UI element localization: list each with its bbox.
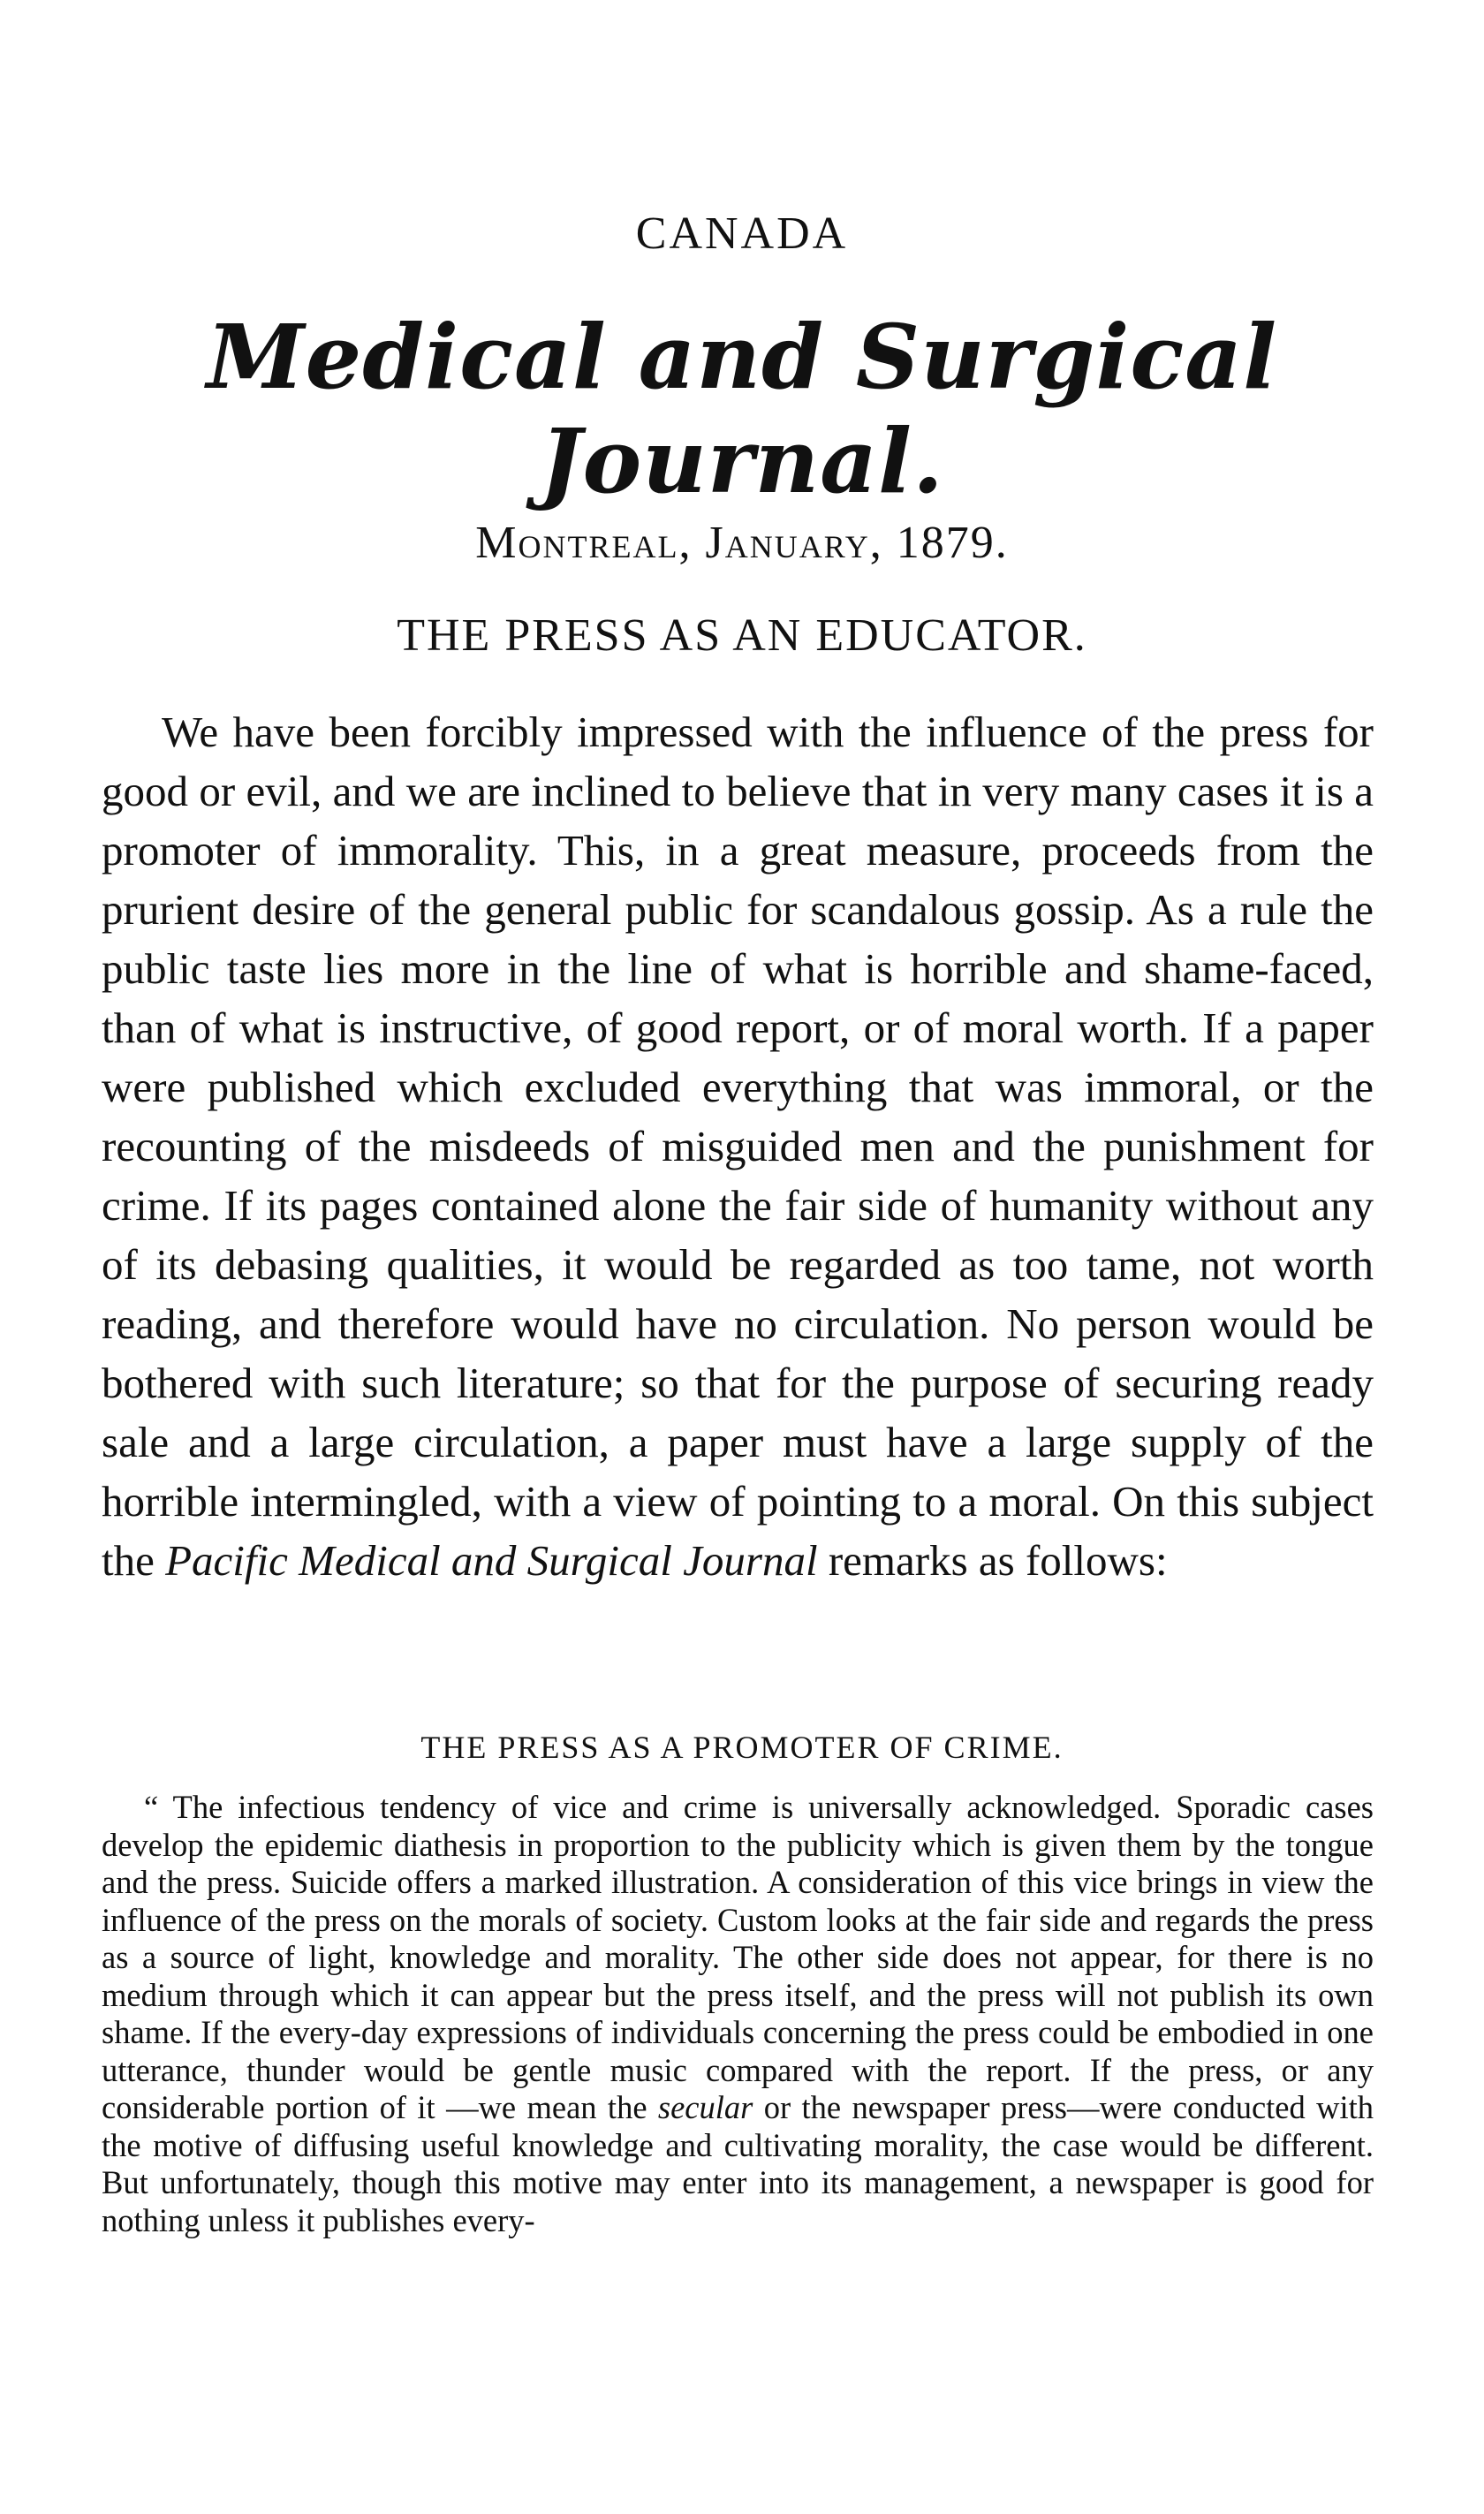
journal-masthead: Medical and Surgical Journal.	[206, 305, 1278, 513]
quotation-paragraph	[102, 1789, 1374, 2239]
article-text-end: remarks as follows:	[828, 1536, 1168, 1585]
article-paragraph	[102, 702, 1374, 1590]
quotation-body	[102, 1789, 1374, 2239]
quotation-emphasis: secular	[657, 2089, 753, 2125]
quotation-title: THE PRESS AS A PROMOTER OF CRIME.	[420, 1730, 1064, 1765]
article-text: We have been forcibly impressed with the influence of the press for good or evil, and we are inclined to believe that in very many cases it is a promoter of immorality. This, in a great measure, proceeds from the prurient desire of the general public for scandalous gossip. As a rule the public taste lies more in the line of what is horrible and shame-faced, than of what is instructive, of good report, or of moral worth. If a paper were published which excluded everything that was immoral, or the recounting of the misdeeds of misguided men and the punishment for crime. If its pages contained alone the fair side of humanity without any of its debasing qualities, it would be regarded as too tame, not worth reading, and therefore would have no circulation. No person would be bothered with such literature; so that for the purpose of securing ready sale and a large circulation, a paper must have a large supply of the horrible intermingled, with a view of pointing to a moral. On this subject the	[102, 708, 1374, 1585]
publication-place: CANADA	[635, 208, 849, 259]
article-body	[102, 702, 1374, 1590]
quotation-text-end: or the newspaper press—were conducted with the motive of diffusing useful knowledge and cultivating morality, the case would be different. But unfortunately, though this motive may enter into its management, a newspaper is good for nothing unless it publishes every-	[102, 2089, 1374, 2238]
article-title: THE PRESS AS AN EDUCATOR.	[397, 610, 1087, 661]
journal-reference: Pacific Medical and Surgical Journal	[165, 1536, 818, 1585]
dateline: Montreal, January, 1879.	[475, 518, 1009, 568]
quotation-text: “ The infectious tendency of vice and crime is universally acknowledged. Sporadic cases develop the epidemic diathesis in proportion to the publicity which is given them by the tongue and the press. Suicide offers a marked illustration. A consideration of this vice brings in view the influence of the press on the morals of society. Custom looks at the fair side and regards the press as a source of light, knowledge and morality. The other side does not appear, for there is no medium through which it can appear but the press itself, and the press will not publish its own shame. If the every-day expressions of individuals concerning the press could be embodied in one utterance, thunder would be gentle music compared with the report. If the press, or any considerable portion of it —we mean the	[102, 1789, 1374, 2125]
